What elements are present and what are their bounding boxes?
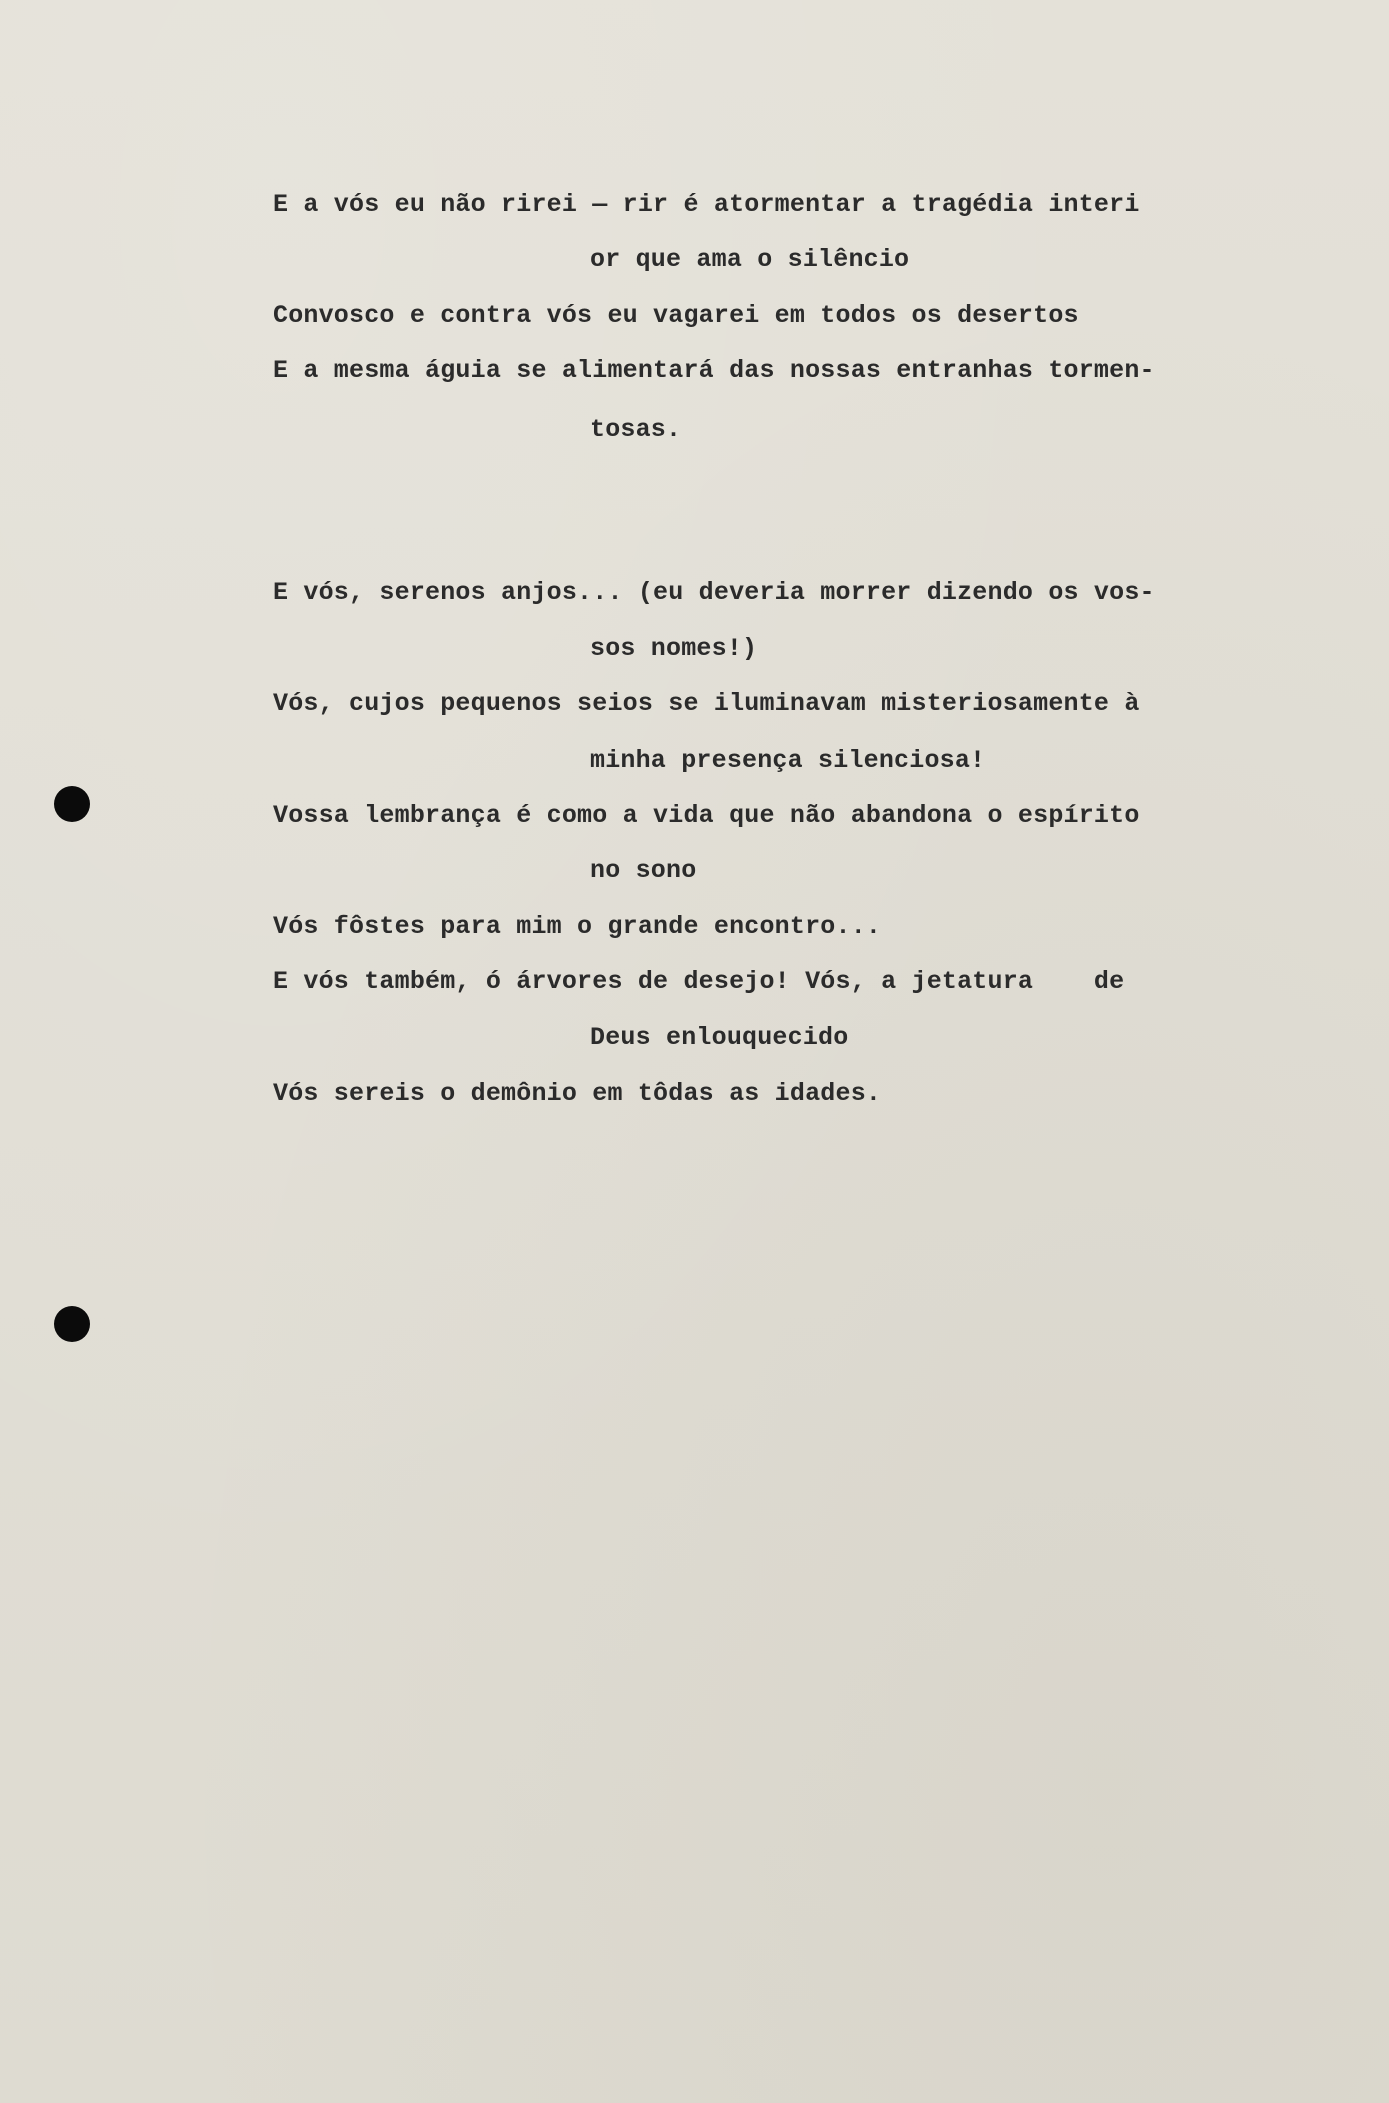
poem-line-continuation: no sono (590, 856, 697, 885)
poem-line: Vós fôstes para mim o grande encontro... (273, 912, 882, 941)
poem-line: Vossa lembrança é como a vida que não abandona o espírito (273, 801, 1140, 830)
poem-line: E vós também, ó árvores de desejo! Vós, a jetatura de (273, 967, 1125, 996)
poem-line-continuation: or que ama o silêncio (590, 245, 910, 274)
poem-line-continuation: sos nomes!) (590, 634, 758, 663)
poem-line: E a vós eu não rirei — rir é atormentar a tragédia interi (273, 190, 1140, 219)
poem-line: Vós, cujos pequenos seios se iluminavam misteriosamente à (273, 689, 1140, 718)
poem-line-continuation: tosas. (590, 415, 682, 444)
poem-line: Vós sereis o demônio em tôdas as idades. (273, 1079, 882, 1108)
poem-line-continuation: Deus enlouquecido (590, 1023, 849, 1052)
poem-line: Convosco e contra vós eu vagarei em todos os desertos (273, 301, 1079, 330)
poem-line-continuation: minha presença silenciosa! (590, 746, 986, 775)
poem-line: E vós, serenos anjos... (eu deveria morrer dizendo os vos- (273, 578, 1155, 607)
poem-line: E a mesma águia se alimentará das nossas entranhas tormen- (273, 356, 1155, 385)
